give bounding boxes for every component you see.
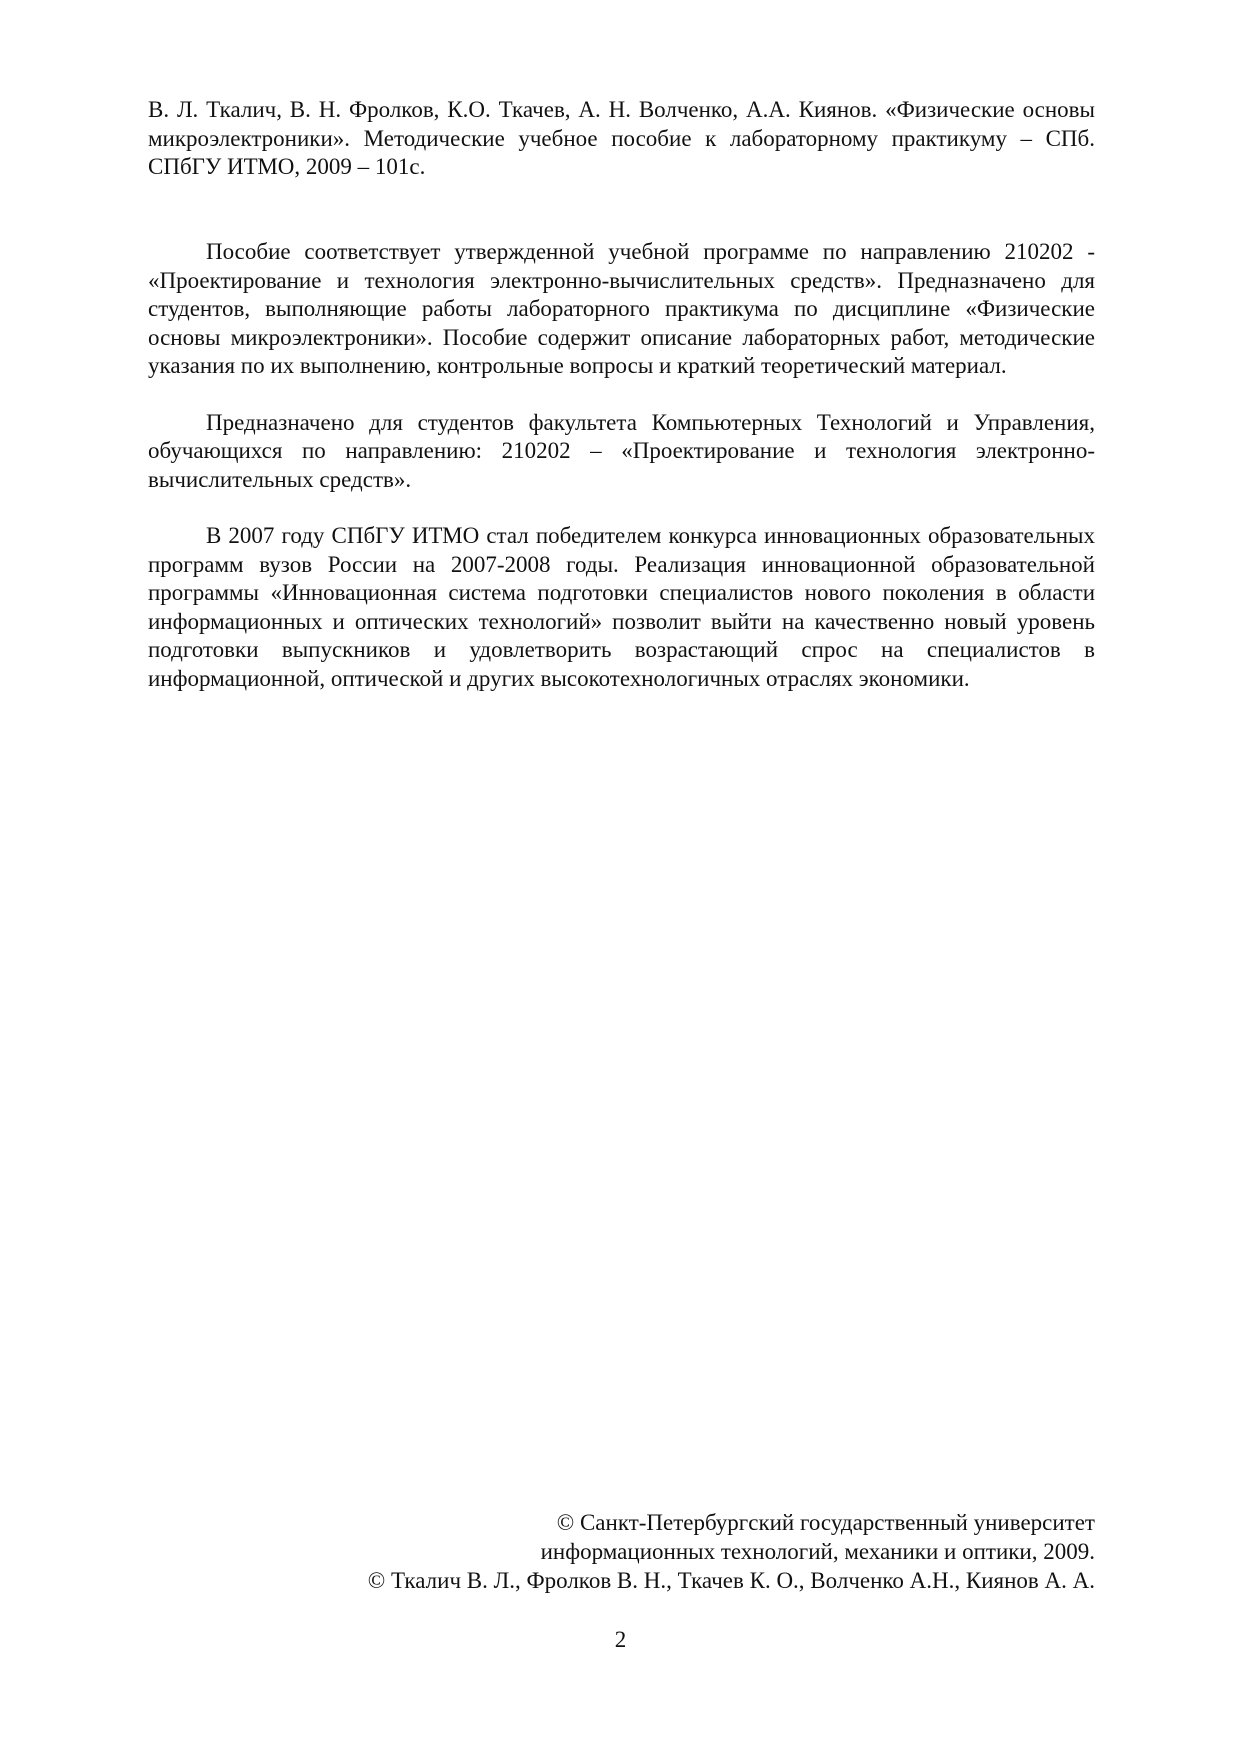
bibliographic-entry: В. Л. Ткалич, В. Н. Фролков, К.О. Ткачев, А. Н. Волченко, А.А. Киянов. «Физические основы микроэлектроники». Методические учебное пособие к лабораторному практикуму – СПб. СПбГУ ИТМО, 2009 – 101с.	[148, 97, 1095, 179]
annotation-paragraph: В 2007 году СПбГУ ИТМО стал победителем конкурса инновационных образовательных программ вузов России на 2007-2008 годы. Реализация инновационной образовательной программы «Инновационная система подготовки специалистов нового поколения в области информационных и оптических технологий» позволит выйти на качественно новый уровень подготовки выпускников и удовлетворить возрастающий спрос на специалистов в информационной, оптической и других высокотехнологичных отраслях экономики.	[148, 523, 1095, 691]
annotation-paragraph: Предназначено для студентов факультета Компьютерных Технологий и Управления, обучающихся по направлению: 210202 – «Проектирование и технология электронно-вычислительных средств».	[148, 409, 1095, 492]
copyright-line-university-cont: информационных технологий, механики и оптики, 2009.	[540, 1539, 1095, 1564]
copyright-block	[368, 1508, 1095, 1595]
annotation-section	[148, 238, 1095, 693]
copyright-line-authors: © Ткалич В. Л., Фролков В. Н., Ткачев К. О., Волченко А.Н., Киянов А. А.	[367, 1568, 1095, 1593]
page-number: 2	[614, 1627, 627, 1652]
annotation-paragraph: Пособие соответствует утвержденной учебной программе по направлению 210202 - «Проектирование и технология электронно-вычислительных средств». Предназначено для студентов, выполняющие работы лабораторного практикума по дисциплине «Физические основы микроэлектроники». Пособие содержит описание лабораторных работ, методические указания по их выполнению, контрольные вопросы и краткий теоретический материал.	[148, 239, 1095, 378]
copyright-line-university: © Санкт-Петербургский государственный университет	[556, 1510, 1095, 1535]
